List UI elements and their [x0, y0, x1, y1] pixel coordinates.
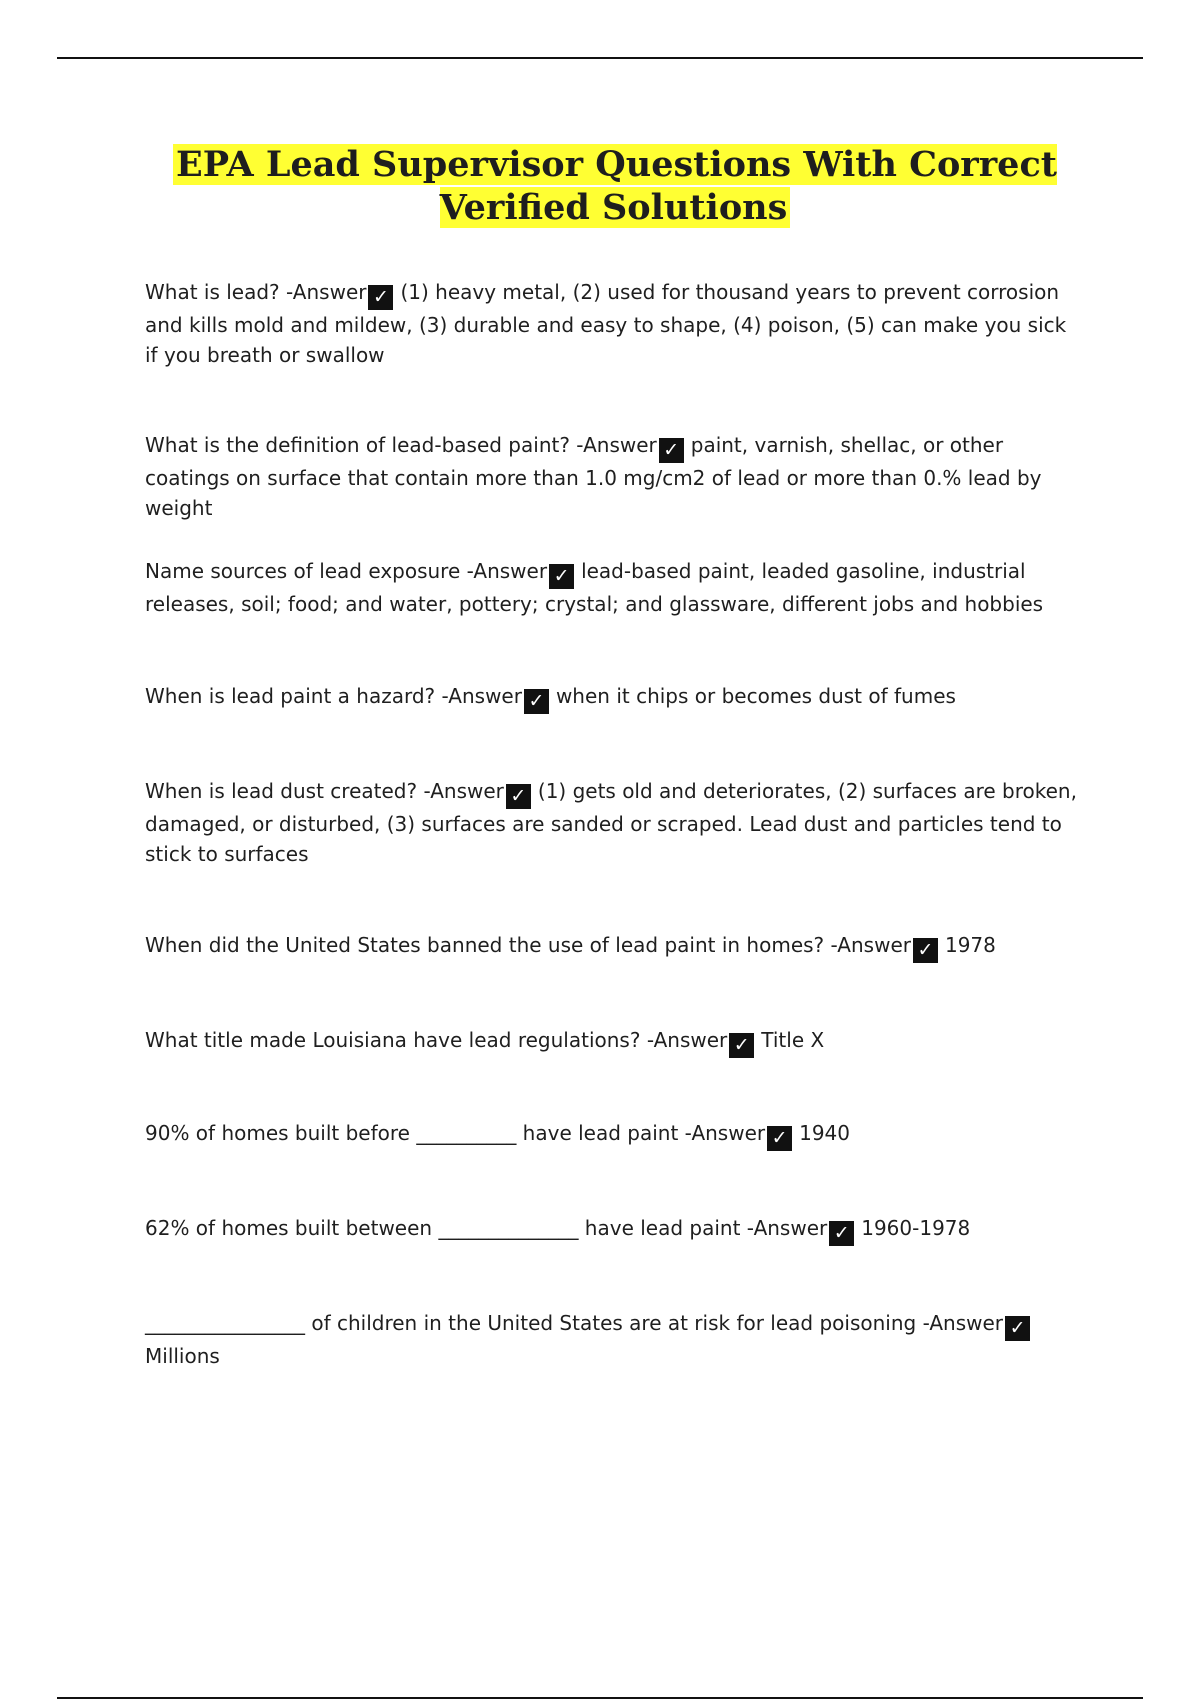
- check-mark-icon: ✓: [767, 1126, 792, 1151]
- footer-rule: [57, 1697, 1143, 1699]
- check-mark-icon: ✓: [1005, 1316, 1030, 1341]
- answer-text: 1960-1978: [861, 1216, 971, 1240]
- answer-text: 1940: [799, 1121, 851, 1145]
- check-mark-icon: ✓: [524, 689, 549, 714]
- qa-item: [145, 930, 1085, 963]
- question-text: What title made Louisiana have lead regulations? -Answer: [145, 1028, 728, 1052]
- question-text: 62% of homes built between ______________ have lead paint -Answer: [145, 1216, 828, 1240]
- question-text: When did the United States banned the use of lead paint in homes? -Answer: [145, 933, 911, 957]
- qa-item: [145, 1213, 1085, 1246]
- question-text: When is lead dust created? -Answer: [145, 779, 504, 803]
- qa-item: [145, 1308, 1085, 1371]
- answer-text: 1978: [944, 933, 996, 957]
- answer-text: Millions: [145, 1344, 220, 1368]
- answer-text: Title X: [761, 1028, 825, 1052]
- question-text: When is lead paint a hazard? -Answer: [145, 684, 522, 708]
- header-rule: [57, 57, 1143, 59]
- qa-item: [145, 277, 1085, 370]
- check-mark-icon: ✓: [829, 1221, 854, 1246]
- question-text: What is lead? -Answer: [145, 280, 367, 304]
- check-mark-icon: ✓: [913, 938, 938, 963]
- qa-item: [145, 776, 1085, 869]
- answer-text: (1) gets old and deteriorates, (2) surfaces are broken, damaged, or disturbed, (3) surfaces are sanded or scraped. Lead dust and particles tend to stick to surfaces: [145, 779, 1077, 866]
- question-text: 90% of homes built before __________ have lead paint -Answer: [145, 1121, 766, 1145]
- check-mark-icon: ✓: [368, 285, 393, 310]
- document-title: [145, 143, 1085, 229]
- qa-item: [145, 681, 1085, 714]
- title-highlight: EPA Lead Supervisor Questions With Correct Verified Solutions: [173, 144, 1057, 228]
- answer-text: lead-based paint, leaded gasoline, industrial releases, soil; food; and water, pottery; crystal; and glassware, different jobs and hobbies: [145, 559, 1044, 616]
- qa-item: [145, 556, 1085, 619]
- answer-text: (1) heavy metal, (2) used for thousand years to prevent corrosion and kills mold and mildew, (3) durable and easy to shape, (4) poison, (5) can make you sick if you breath or swallow: [145, 280, 1067, 367]
- answer-text: when it chips or becomes dust of fumes: [555, 684, 956, 708]
- qa-item: [145, 1025, 1085, 1058]
- qa-item: [145, 1118, 1085, 1151]
- check-mark-icon: ✓: [659, 438, 684, 463]
- answer-text: paint, varnish, shellac, or other coatings on surface that contain more than 1.0 mg/cm2 of lead or more than 0.% lead by weight: [145, 433, 1042, 520]
- check-mark-icon: ✓: [729, 1033, 754, 1058]
- check-mark-icon: ✓: [549, 564, 574, 589]
- question-text: What is the definition of lead-based paint? -Answer: [145, 433, 657, 457]
- question-text: Name sources of lead exposure -Answer: [145, 559, 548, 583]
- check-mark-icon: ✓: [506, 784, 531, 809]
- qa-item: [145, 430, 1085, 523]
- question-text: ________________ of children in the United States are at risk for lead poisoning -Answer: [145, 1311, 1004, 1335]
